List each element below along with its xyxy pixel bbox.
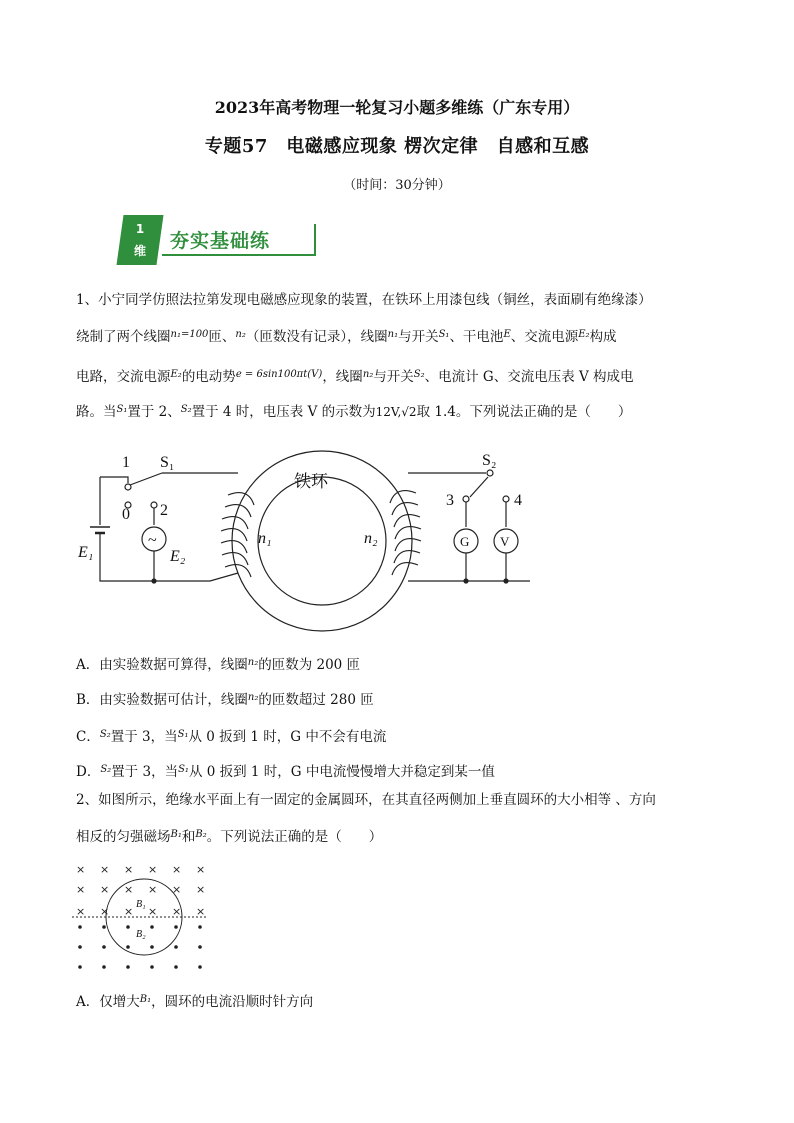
field-cross: ×	[100, 863, 110, 876]
label-e2: E₂	[170, 548, 186, 565]
coil-n2-windings	[390, 491, 421, 575]
field-dot	[102, 925, 106, 929]
badge-number: 1	[135, 222, 145, 236]
field-dot	[174, 965, 178, 969]
field-cross: ×	[76, 883, 86, 896]
ring-label: 铁环	[294, 472, 328, 491]
label-e1: E₁	[78, 544, 94, 561]
field-dot	[126, 925, 130, 929]
label-terminal-4: 4	[514, 492, 522, 509]
field-dot	[126, 945, 130, 949]
label-terminal-3: 3	[446, 492, 454, 509]
field-dot	[102, 945, 106, 949]
label-v: V	[500, 534, 510, 549]
field-dot	[78, 945, 82, 949]
field-dot	[126, 965, 130, 969]
field-dot	[150, 965, 154, 969]
q1-option-c: C．$^{S_2}$置于 3，当$^{S_1}$从 0 扳到 1 时，G 中不会有电流	[76, 729, 387, 745]
label-terminal-0: 0	[122, 506, 130, 523]
q1-line-3: 电路，交流电源$^{E_2}$的电动势$^{e = 6sin100\pi t(V)}$，线圈$^{n_2}$与开关$^{S_2}$、电流计 G、交流电压表 V 构成电	[76, 369, 634, 385]
q1-option-d: D．$^{S_2}$置于 3，当$^{S_1}$从 0 扳到 1 时，G 中电流慢慢增大并稳定到某一值	[76, 764, 495, 780]
field-dot	[198, 925, 202, 929]
label-n2: n₂	[364, 530, 378, 547]
junction-v	[504, 579, 508, 583]
field-cross: ×	[196, 863, 206, 876]
coil-n1-windings	[221, 493, 254, 577]
label-s2: S₂	[482, 452, 497, 469]
s2-pivot	[487, 470, 493, 476]
field-diagram	[72, 855, 212, 975]
field-cross: ×	[148, 863, 158, 876]
field-cross: ×	[76, 863, 86, 876]
badge-char: 维	[133, 244, 146, 258]
ac-symbol: ~	[148, 532, 157, 549]
field-cross: ×	[100, 905, 110, 918]
field-dot	[198, 965, 202, 969]
field-cross: ×	[148, 883, 158, 896]
terminal-4	[503, 496, 509, 502]
label-g: G	[460, 534, 470, 549]
field-cross: ×	[172, 883, 182, 896]
field-cross: ×	[76, 905, 86, 918]
field-cross: ×	[124, 863, 134, 876]
field-cross: ×	[100, 883, 110, 896]
field-cross: ×	[148, 905, 158, 918]
label-b2: B₂	[136, 929, 146, 940]
field-cross: ×	[172, 905, 182, 918]
field-cross: ×	[196, 883, 206, 896]
field-dot	[174, 945, 178, 949]
field-dot	[174, 925, 178, 929]
junction-g	[464, 579, 468, 583]
page-title: 2023年高考物理一轮复习小题多维练（广东专用）	[214, 98, 580, 117]
wire-bottom-left	[100, 533, 238, 581]
section-badge-text	[126, 218, 154, 262]
field-dot	[150, 925, 154, 929]
q1-line-2: 绕制了两个线圈$^{n_1=100}$匝、$^{n_2}$（匝数没有记录），线圈$^{n_1}$与开关$^{S_1}$、干电池$^E$、交流电源$^{E_2}$构成	[76, 329, 617, 345]
section-label: 夯实基础练	[170, 230, 271, 252]
switch-s1-blade	[130, 473, 162, 485]
field-dot	[150, 945, 154, 949]
q1-line-4: 路。当$^{S_1}$置于 2、$^{S_2}$置于 4 时，电压表 V 的示数为12V,√2取 1.4。下列说法正确的是（ ）	[76, 404, 632, 420]
terminal-3	[463, 496, 469, 502]
field-dot	[78, 965, 82, 969]
q1-option-b: B．由实验数据可估计，线圈$^{n_2}$的匝数超过 280 匝	[76, 692, 374, 708]
topic-title: 专题57 电磁感应现象 楞次定律 自感和互感	[204, 136, 590, 157]
field-dot	[78, 925, 82, 929]
label-terminal-1: 1	[122, 454, 130, 471]
field-cross: ×	[124, 883, 134, 896]
terminal-2	[151, 502, 157, 508]
q1-option-a: A．由实验数据可算得，线圈$^{n_2}$的匝数为 200 匝	[76, 657, 361, 673]
junction-left	[152, 579, 156, 583]
switch-s2-blade	[470, 477, 488, 497]
label-n1: n₁	[258, 530, 272, 547]
q2-line-2: 相反的匀强磁场$^{B_1}$和$^{B_2}$。下列说法正确的是（ ）	[76, 829, 383, 845]
circuit-diagram	[70, 445, 550, 635]
field-dot	[198, 945, 202, 949]
field-cross: ×	[124, 905, 134, 918]
field-cross: ×	[172, 863, 182, 876]
q2-option-a: A．仅增大$^{B_1}$，圆环的电流沿顺时针方向	[76, 994, 314, 1010]
q1-line-1: 1、小宁同学仿照法拉第发现电磁感应现象的装置，在铁环上用漆包线（铜丝，表面刷有绝缘漆）	[76, 292, 652, 308]
q2-line-1: 2、如图所示，绝缘水平面上有一固定的金属圆环，在其直径两侧加上垂直圆环的大小相等 、方向	[76, 792, 656, 808]
wire-terminal-1	[100, 477, 128, 483]
label-s1: S₁	[160, 454, 175, 471]
field-cross: ×	[196, 905, 206, 918]
field-dot	[102, 965, 106, 969]
label-b1: B₁	[136, 899, 146, 910]
time-note: （时间：30分钟）	[343, 178, 451, 193]
label-terminal-2: 2	[160, 502, 168, 519]
